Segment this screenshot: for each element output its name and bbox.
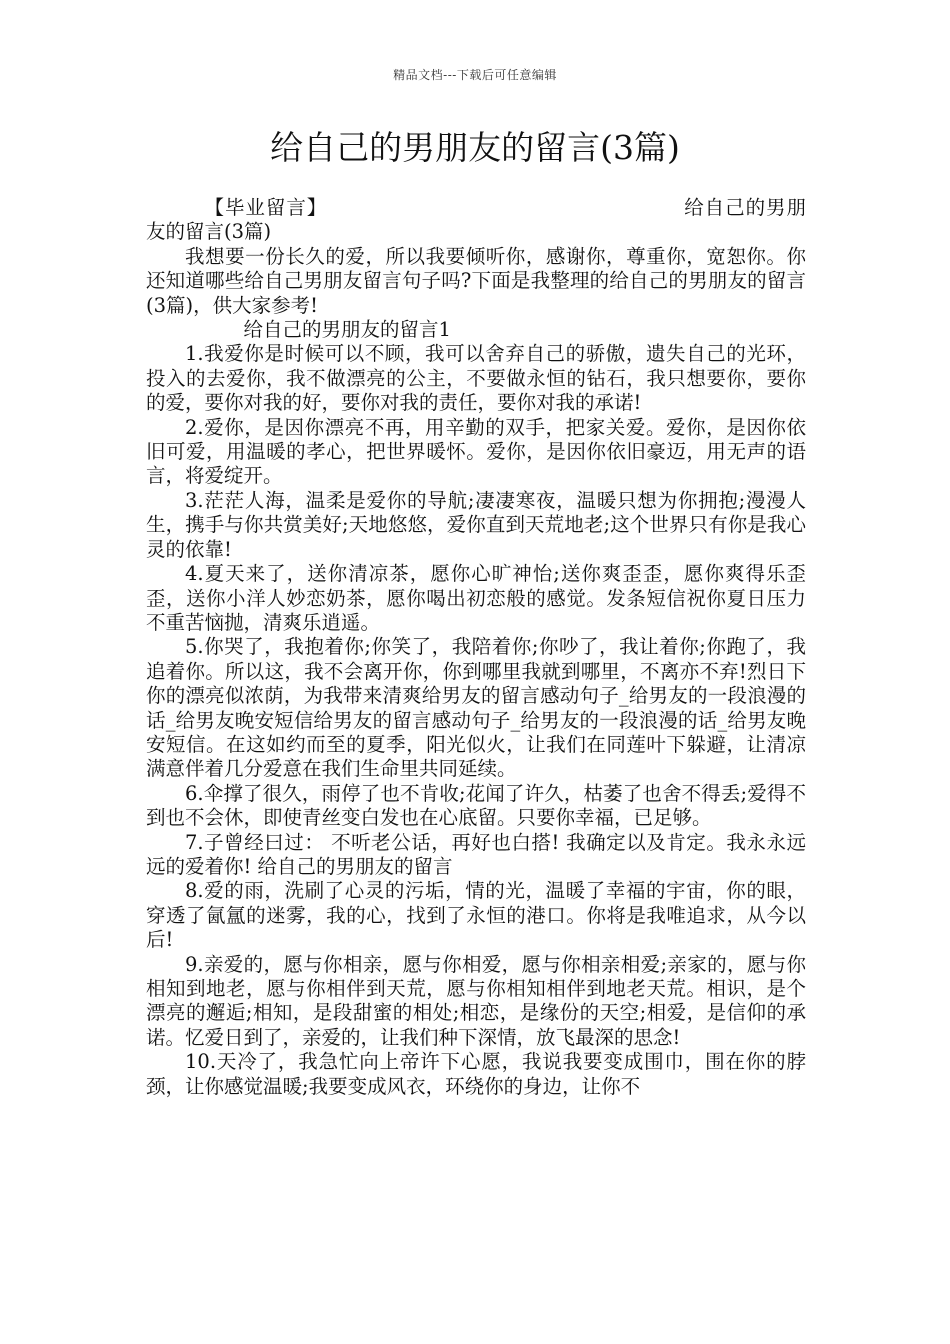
list-item: 4.夏天来了，送你清凉茶，愿你心旷神怡;送你爽歪歪，愿你爽得乐歪歪，送你小洋人妙恋奶茶，愿你喝出初恋般的感觉。发条短信祝你夏日压力不重苦恼抛，清爽乐逍遥。 xyxy=(146,562,806,634)
list-item: 8.爱的雨，洗刷了心灵的污垢，情的光，温暖了幸福的宇宙，你的眼，穿透了氤氲的迷雾，我的心，找到了永恒的港口。你将是我唯追求，从今以后! xyxy=(146,879,806,952)
document-body xyxy=(146,196,806,1099)
intro-tag: 【毕业留言】 xyxy=(204,196,328,219)
page-header: 精品文档---下载后可任意编辑 xyxy=(393,68,557,82)
list-item: 6.伞撑了很久，雨停了也不肯收;花闻了许久，枯萎了也舍不得丢;爱得不到也不会休，即使青丝变白发也在心底留。只要你幸福，已足够。 xyxy=(146,781,806,830)
list-item: 2.爱你，是因你漂亮不再，用辛勤的双手，把家关爱。爱你，是因你依旧可爱，用温暖的孝心，把世界暖怀。爱你，是因你依旧豪迈，用无声的语言，将爱绽开。 xyxy=(146,415,806,488)
list-item: 3.茫茫人海，温柔是爱你的导航;凄凄寒夜，温暖只想为你拥抱;漫漫人生，携手与你共赏美好;天地悠悠，爱你直到天荒地老;这个世界只有你是我心灵的依靠! xyxy=(146,488,806,561)
list-item: 1.我爱你是时候可以不顾，我可以舍弃自己的骄傲，遗失自己的光环，投入的去爱你，我不做漂亮的公主，不要做永恒的钻石，我只想要你，要你的爱，要你对我的好，要你对我的责任，要你对我的承诺! xyxy=(146,342,806,415)
list-item: 7.子曾经曰过： 不听老公话，再好也白搭! 我确定以及肯定。我永永远远的爱着你! 给自己的男朋友的留言 xyxy=(146,830,806,878)
section-heading: 给自己的男朋友的留言1 xyxy=(243,318,451,342)
list-item: 5.你哭了，我抱着你;你笑了，我陪着你;你吵了，我让着你;你跑了，我追着你。所以这，我不会离开你，你到哪里我就到哪里，不离亦不弃!烈日下你的漂亮似浓荫，为我带来清爽给男友的留言感动句子_给男友的一段浪漫的话_给男友晚安短信给男友的留言感动句子_给男友的一段浪漫的话_给男友晚安短信。在这如约而至的夏季，阳光似火，让我们在同莲叶下躲避，让清凉满意伴着几分爱意在我们生命里共同延续。 xyxy=(146,635,806,781)
intro-heading-line xyxy=(146,196,806,245)
document-title: 给自己的男朋友的留言(3篇) xyxy=(270,128,680,167)
intro-paragraph: 我想要一份长久的爱，所以我要倾听你，感谢你，尊重你，宽恕你。你还知道哪些给自己男朋友留言句子吗?下面是我整理的给自己的男朋友的留言(3篇)，供大家参考! xyxy=(146,244,806,317)
intro-lead: 给自己的男朋友的留言(3篇) xyxy=(146,196,806,244)
list-item: 10.天冷了，我急忙向上帝许下心愿，我说我要变成围巾，围在你的脖颈，让你感觉温暖;我要变成风衣，环绕你的身边，让你不 xyxy=(146,1050,806,1098)
list-item: 9.亲爱的，愿与你相亲，愿与你相爱，愿与你相亲相爱;亲家的，愿与你相知到地老，愿与你相伴到天荒，愿与你相知相伴到地老天荒。相识，是个漂亮的邂逅;相知，是段甜蜜的相处;相恋，是缘份的天空;相爱，是信仰的承诺。忆爱日到了，亲爱的，让我们种下深情，放飞最深的思念! xyxy=(146,952,806,1049)
